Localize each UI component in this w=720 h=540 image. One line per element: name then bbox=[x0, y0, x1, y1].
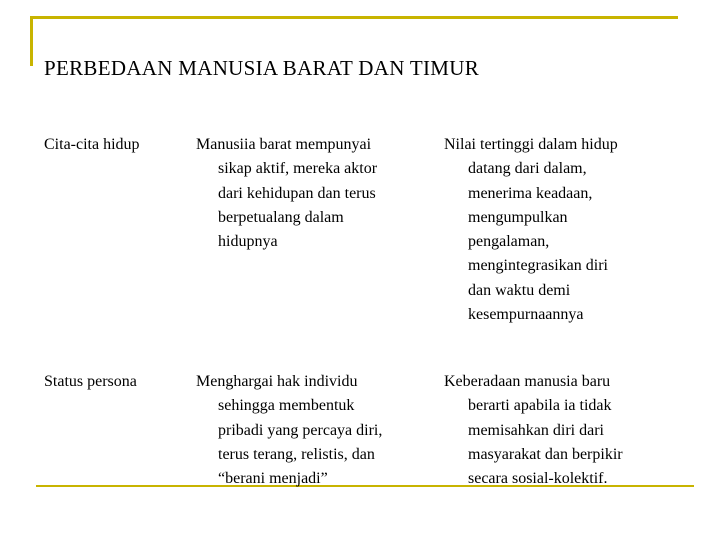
text-line: datang dari dalam, bbox=[468, 160, 587, 178]
text-line: Menghargai hak individu bbox=[196, 373, 358, 390]
text-line: hidupnya bbox=[218, 233, 278, 251]
barat-description bbox=[196, 370, 446, 491]
row-label: Cita-cita hidup bbox=[44, 136, 140, 153]
text-line: dan waktu demi bbox=[468, 281, 571, 299]
text-line: Nilai tertinggi dalam hidup bbox=[444, 136, 618, 153]
text-line: Manusiia barat mempunyai bbox=[196, 136, 372, 153]
text-line: sikap aktif, mereka aktor bbox=[218, 160, 378, 178]
row-label: Status persona bbox=[44, 373, 137, 390]
text-line: berpetualang dalam bbox=[218, 208, 344, 226]
text-line: secara sosial-kolektif. bbox=[468, 470, 608, 488]
text-line: “berani menjadi” bbox=[218, 470, 328, 488]
text-line: Keberadaan manusia baru bbox=[444, 373, 611, 390]
text-line: pribadi yang percaya diri, bbox=[218, 421, 383, 439]
text-line: menerima keadaan, bbox=[468, 184, 593, 202]
text-line: sehingga membentuk bbox=[218, 397, 355, 415]
text-line: mengumpulkan bbox=[468, 208, 568, 226]
text-line: masyarakat dan berpikir bbox=[468, 445, 623, 463]
frame-left-border bbox=[30, 16, 33, 66]
slide-title: PERBEDAAN MANUSIA BARAT DAN TIMUR bbox=[44, 56, 480, 80]
text-line: memisahkan diri dari bbox=[468, 421, 604, 439]
text-line: kesempurnaannya bbox=[468, 306, 584, 324]
frame-top-border bbox=[30, 16, 678, 19]
timur-description bbox=[444, 133, 694, 327]
text-line: terus terang, relistis, dan bbox=[218, 445, 375, 463]
text-line: dari kehidupan dan terus bbox=[218, 184, 376, 202]
text-line: pengalaman, bbox=[468, 233, 550, 251]
timur-description bbox=[444, 370, 694, 491]
text-line: berarti apabila ia tidak bbox=[468, 397, 612, 415]
text-line: mengintegrasikan diri bbox=[468, 257, 608, 275]
barat-description bbox=[196, 133, 446, 254]
